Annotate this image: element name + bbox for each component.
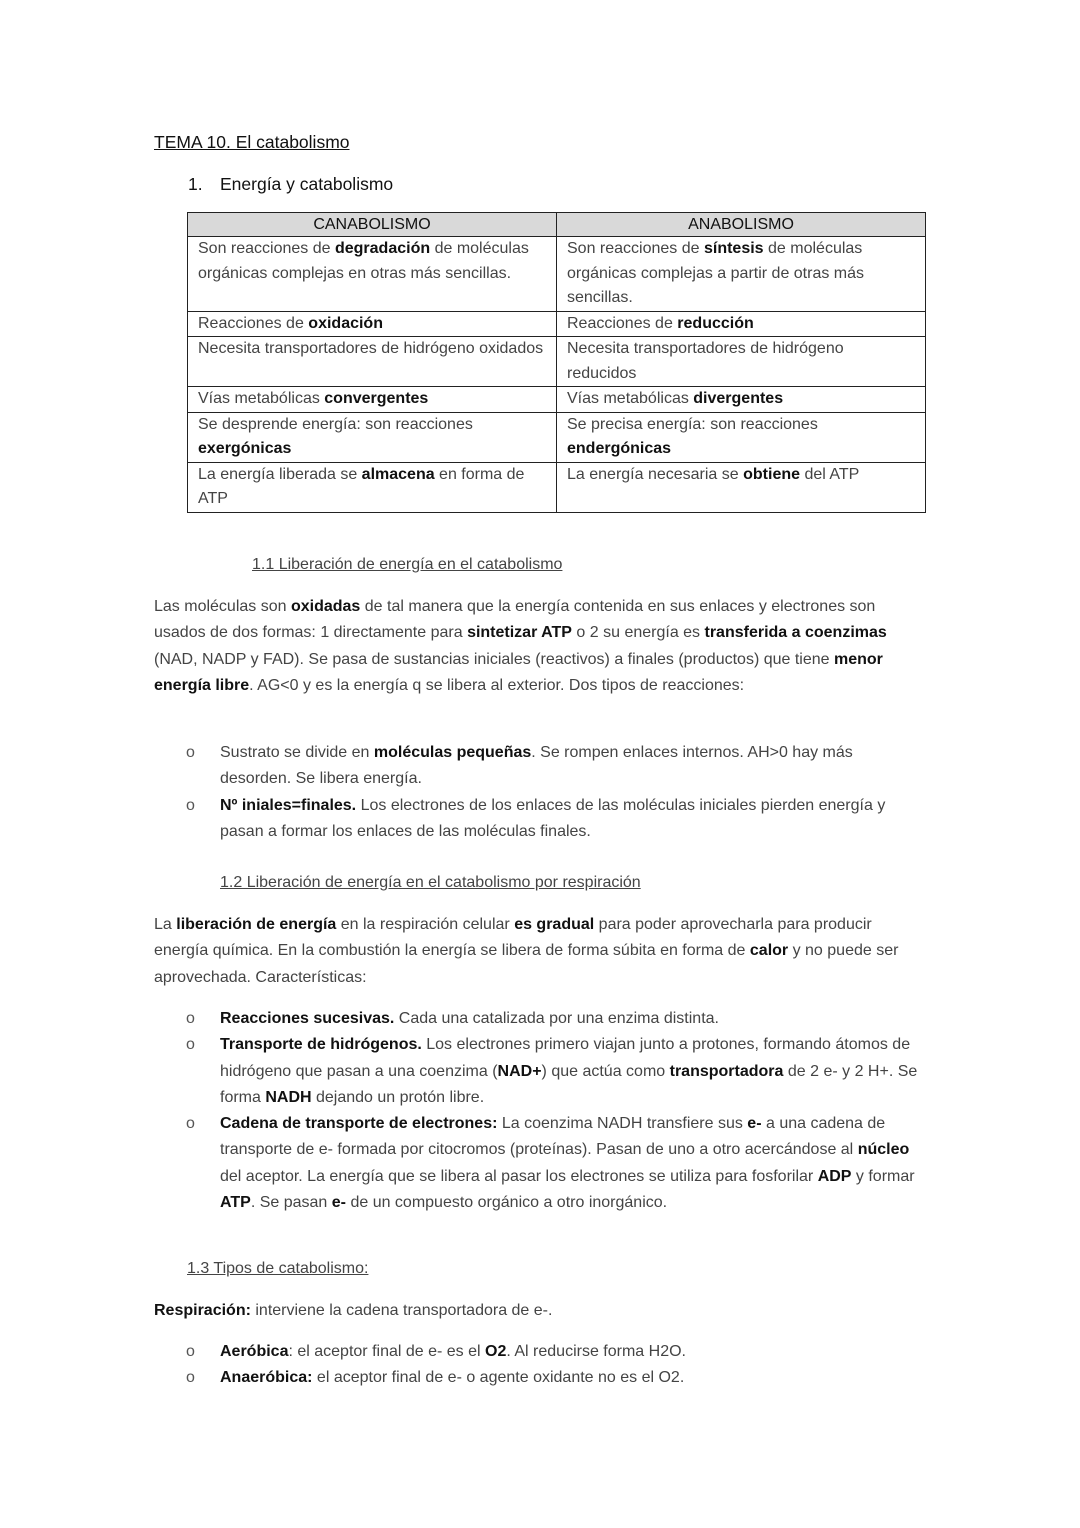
- list-item: [186, 1111, 924, 1216]
- catabolism-cell: [188, 237, 557, 312]
- section-heading: [188, 174, 393, 195]
- text-run: Son reacciones de: [567, 240, 704, 257]
- text-run: Se precisa energía: son reacciones: [567, 415, 818, 433]
- section-number: 1.: [188, 174, 203, 194]
- anabolism-cell: [557, 412, 926, 462]
- bold-text: Respiración:: [154, 1302, 251, 1319]
- bold-text: e-: [747, 1115, 762, 1133]
- table-row: [188, 387, 926, 413]
- text-run: de moléculas orgánicas complejas en otras más sencillas.: [198, 240, 529, 282]
- text-run: . Se rompen enlaces internos. AH>0 hay más desorden. Se libera energía.: [220, 744, 853, 788]
- text-run: Las moléculas son: [154, 598, 291, 615]
- bold-text: núcleo: [857, 1141, 910, 1159]
- text-run: dejando un protón libre.: [311, 1088, 485, 1106]
- text-run: La coenzima NADH transfiere sus: [497, 1115, 748, 1133]
- text-run: de 2 e- y 2 H+. Se forma: [220, 1062, 918, 1106]
- catabolism-cell: [188, 412, 557, 462]
- bullet-icon: o: [186, 1343, 195, 1360]
- bullet-icon: o: [186, 796, 195, 814]
- bold-text: O2: [485, 1343, 507, 1360]
- text-run: Se desprende energía: son reacciones: [198, 415, 473, 433]
- text-run: Los electrones primero viajan junto a protones, formando átomos de hidrógeno que pasan a una coenzima (: [220, 1036, 911, 1080]
- bold-text: Reacciones sucesivas.: [220, 1010, 395, 1027]
- text-run: La energía necesaria se: [567, 465, 744, 483]
- bullet-icon: o: [186, 1369, 195, 1387]
- bullet-icon: o: [186, 1010, 195, 1027]
- catabolism-cell: [188, 387, 557, 413]
- bullets-1-3: [186, 1339, 924, 1392]
- header-anabolism: ANABOLISMO: [557, 213, 926, 237]
- bold-text: divergentes: [693, 390, 784, 407]
- bold-text: degradación: [334, 240, 431, 257]
- bold-text: e-: [331, 1194, 346, 1212]
- table-header-row: [188, 213, 926, 237]
- bold-text: Nº iniales=finales.: [220, 796, 357, 814]
- text-run: de un compuesto orgánico a otro inorgánico.: [346, 1194, 668, 1212]
- bullet-icon: o: [186, 1115, 195, 1133]
- text-run: o 2 su energía es: [571, 624, 705, 642]
- list-item: [186, 1006, 924, 1032]
- anabolism-cell: [557, 237, 926, 312]
- bold-text: síntesis: [703, 240, 764, 257]
- table-row: [188, 462, 926, 512]
- subsection-1-2-heading: 1.2 Liberación de energía en el catabolismo por respiración: [220, 874, 641, 891]
- text-run: . Al reducirse forma H2O.: [506, 1343, 686, 1360]
- text-run: ) que actúa como: [541, 1062, 670, 1080]
- text-run: (NAD, NADP y FAD). Se pasa de sustancias iniciales (reactivos) a finales (productos) que tiene: [154, 650, 834, 668]
- paragraph-1-1: [154, 594, 924, 699]
- bold-text: liberación de energía: [176, 916, 337, 933]
- catabolism-cell: [188, 462, 557, 512]
- page-title: TEMA 10. El catabolismo: [154, 132, 350, 152]
- bullet-icon: o: [186, 1036, 195, 1054]
- text-run: de tal manera que la energía contenida en sus enlaces y electrones son usados de dos formas: 1 directamente para: [154, 598, 876, 642]
- bold-text: Aeróbica: [220, 1343, 289, 1360]
- bold-text: oxidación: [308, 314, 383, 332]
- text-run: : el aceptor final de e- es el: [288, 1343, 486, 1360]
- bold-text: sintetizar ATP: [467, 624, 572, 642]
- text-run: interviene la cadena transportadora de e-.: [250, 1302, 553, 1319]
- bold-text: NADH: [265, 1088, 312, 1106]
- header-catabolism: CANABOLISMO: [188, 213, 557, 237]
- text-run: Vías metabólicas: [567, 390, 694, 407]
- list-item: [186, 1032, 924, 1111]
- text-run: en forma de ATP: [198, 465, 525, 507]
- text-run: . Se pasan: [250, 1194, 332, 1212]
- bold-text: transportadora: [669, 1062, 784, 1080]
- bold-text: ATP: [220, 1194, 251, 1212]
- table-row: [188, 337, 926, 387]
- anabolism-cell: [557, 337, 926, 387]
- bullets-1-1: [186, 740, 924, 845]
- table-row: [188, 237, 926, 312]
- bold-text: convergentes: [324, 390, 429, 407]
- text-run: Son reacciones de: [198, 240, 335, 257]
- text-run: Sustrato se divide en: [220, 744, 374, 761]
- text-run: . AG<0 y es la energía q se libera al exterior. Dos tipos de reacciones:: [249, 676, 745, 694]
- subsection-1-3-heading: 1.3 Tipos de catabolismo:: [187, 1260, 369, 1277]
- bold-text: exergónicas: [198, 440, 292, 457]
- text-run: La: [154, 916, 177, 933]
- bold-text: es gradual: [514, 916, 595, 933]
- text-run: de moléculas orgánicas complejas a partir de otras más sencillas.: [567, 240, 865, 306]
- text-run: y formar: [851, 1167, 915, 1185]
- text-run: y no puede ser aprovechada. Características:: [154, 942, 899, 986]
- bold-text: Cadena de transporte de electrones:: [220, 1115, 498, 1133]
- bold-text: moléculas pequeñas: [373, 744, 532, 761]
- text-run: Necesita transportadores de hidrógeno reducidos: [567, 340, 844, 382]
- list-item: [186, 1365, 924, 1391]
- section-title: Energía y catabolismo: [220, 174, 394, 194]
- bullet-icon: o: [186, 744, 195, 761]
- bold-text: oxidadas: [290, 598, 361, 615]
- text-run: para poder aprovecharla para producir energía química. En la combustión la energía se libera de forma súbita en forma de: [154, 916, 872, 960]
- text-run: a una cadena de transporte de e- formada por citocromos (proteínas). Pasan de uno a otro acercándose al: [220, 1115, 886, 1159]
- bold-text: Transporte de hidrógenos.: [220, 1036, 422, 1054]
- subsection-1-1-heading: 1.1 Liberación de energía en el catabolismo: [252, 556, 563, 573]
- text-run: el aceptor final de e- o agente oxidante no es el O2.: [312, 1369, 685, 1387]
- bold-text: reducción: [677, 314, 754, 332]
- comparison-table: [187, 212, 926, 513]
- table-row: [188, 311, 926, 337]
- bold-text: transferida a coenzimas: [704, 624, 887, 642]
- anabolism-cell: [557, 387, 926, 413]
- text-run: Vías metabólicas: [198, 390, 325, 407]
- paragraph-1-3: [154, 1298, 924, 1324]
- bold-text: obtiene: [743, 465, 801, 483]
- paragraph-1-2: [154, 912, 924, 991]
- bold-text: Anaeróbica:: [220, 1369, 313, 1387]
- text-run: Los electrones de los enlaces de las moléculas iniciales pierden energía y pasan a formar los enlaces de las moléculas finales.: [220, 796, 886, 840]
- text-run: Reacciones de: [567, 314, 678, 332]
- bold-text: endergónicas: [567, 440, 672, 457]
- text-run: Reacciones de: [198, 314, 309, 332]
- bold-text: calor: [749, 942, 789, 960]
- text-run: Necesita transportadores de hidrógeno oxidados: [198, 340, 544, 357]
- catabolism-cell: [188, 311, 557, 337]
- list-item: [186, 1339, 924, 1365]
- list-item: [186, 740, 924, 793]
- text-run: del ATP: [800, 465, 860, 483]
- bold-text: ADP: [817, 1167, 852, 1185]
- bold-text: NAD+: [497, 1062, 542, 1080]
- anabolism-cell: [557, 311, 926, 337]
- bold-text: almacena: [361, 465, 435, 483]
- text-run: en la respiración celular: [336, 916, 515, 933]
- catabolism-cell: [188, 337, 557, 387]
- text-run: La energía liberada se: [198, 465, 362, 483]
- table-row: [188, 412, 926, 462]
- list-item: [186, 793, 924, 846]
- anabolism-cell: [557, 462, 926, 512]
- text-run: Cada una catalizada por una enzima distinta.: [394, 1010, 719, 1027]
- bold-text: menor energía libre: [154, 650, 883, 694]
- bullets-1-2: [186, 1006, 924, 1216]
- text-run: del aceptor. La energía que se libera al pasar los electrones se utiliza para fosforilar: [220, 1167, 818, 1185]
